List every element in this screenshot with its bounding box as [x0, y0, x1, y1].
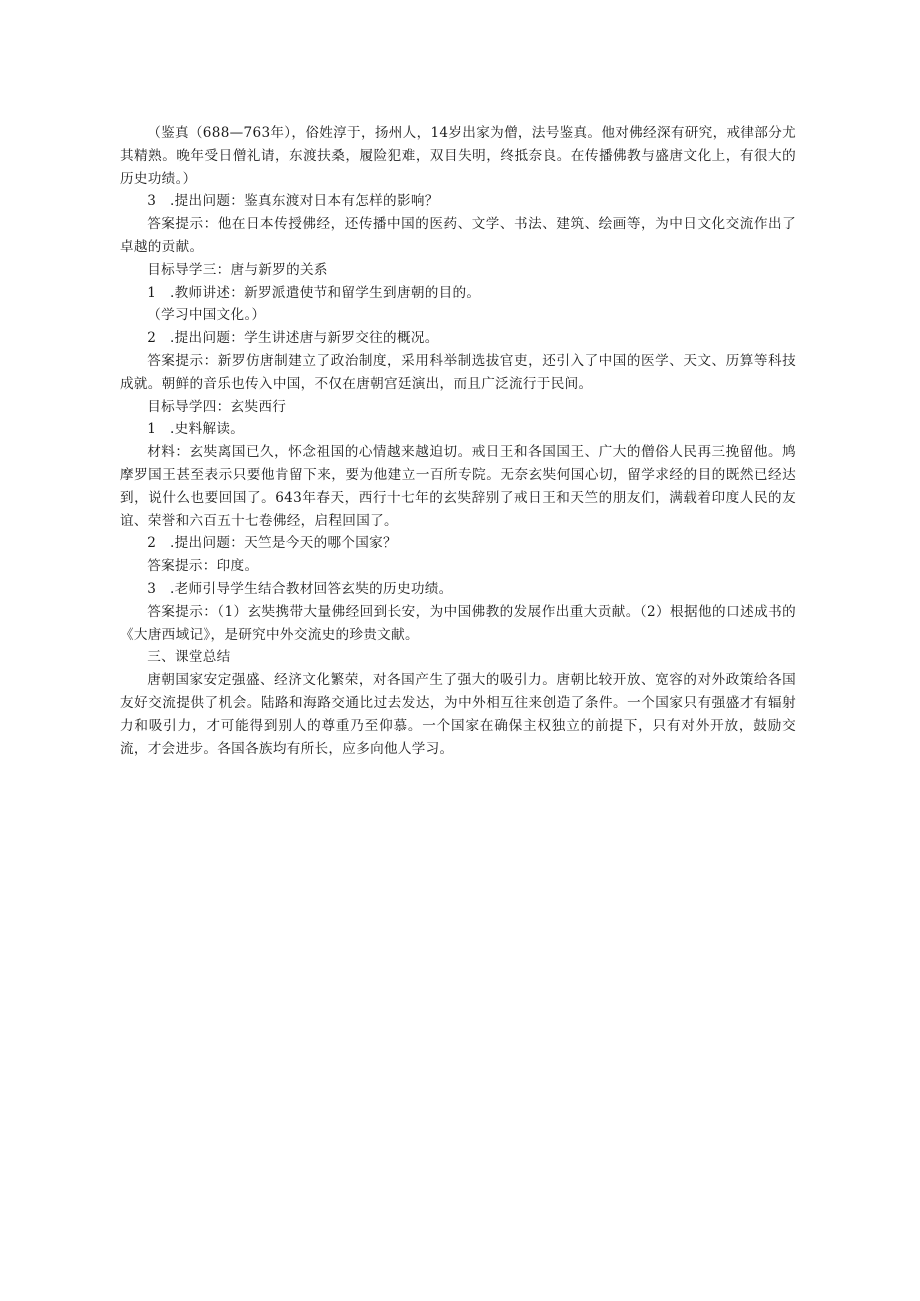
question-jianzhen-influence: 3 .提出问题：鉴真东渡对日本有怎样的影响？	[147, 193, 439, 210]
answer-silla-relations: 答案提示：新罗仿唐制建立了政治制度，采用科举制选拔官吏，还引入了中国的医学、天文、历算等科技成就。朝鲜的音乐也传入中国，不仅在唐朝宫廷演出，而且广泛流行于民间。	[120, 352, 796, 392]
material-xuanzang: 材料：玄奘离国已久，怀念祖国的心情越来越迫切。戒日王和各国国王、广大的僧俗人民再三挽留他。鸠摩罗国王甚至表示只要他肯留下来，要为他建立一百所专院。无奈玄奘何国心切，留学求经的目的既然已经达到，说什么也要回国了。643年春天，西行十七年的玄奘辞别了戒日王和天竺的朋友们，满载着印度人民的友谊、荣誉和六百五十七卷佛经，启程回国了。	[120, 444, 796, 529]
question-tianzhu: 2 .提出问题：天竺是今天的哪个国家？	[147, 535, 397, 552]
item-source-reading: 1 .史料解读。	[147, 421, 245, 438]
answer-jianzhen-influence: 答案提示：他在日本传授佛经，还传播中国的医药、文学、书法、建筑、绘画等，为中日文化交流作出了卓越的贡献。	[120, 216, 796, 255]
question-silla-relations: 2 .提出问题：学生讲述唐与新罗交往的概况。	[147, 330, 439, 347]
teacher-statement-silla: 1 .教师讲述：新罗派遣使节和留学生到唐朝的目的。	[147, 284, 481, 301]
answer-xuanzang-achievements: 答案提示：（1）玄奘携带大量佛经回到长安，为中国佛教的发展作出重大贡献。（2）根据他的口述成书的《大唐西域记》，是研究中外交流史的珍贵文献。	[120, 603, 796, 643]
item-xuanzang-achievements: 3 .老师引导学生结合教材回答玄奘的历史功绩。	[147, 580, 453, 597]
heading-summary: 三、课堂总结	[147, 649, 231, 666]
summary-text: 唐朝国家安定强盛、经济文化繁荣，对各国产生了强大的吸引力。唐朝比较开放、宽容的对外政策给各国友好交流提供了机会。陆路和海路交通比过去发达，为中外相互往来创造了条件。一个国家只有强盛才有辐射力和吸引力，才可能得到别人的尊重乃至仰慕。一个国家在确保主权独立的前提下，只有对外开放，鼓励交流，才会进步。各国各族均有所长，应多向他人学习。	[120, 672, 796, 757]
heading-goal-four: 目标导学四：玄奘西行	[147, 398, 287, 415]
answer-silla-purpose: （学习中国文化。）	[147, 307, 266, 324]
heading-goal-three: 目标导学三：唐与新罗的关系	[147, 261, 328, 278]
paragraph-jianzhen-bio: （鉴真（688—763年），俗姓淳于，扬州人，14岁出家为僧，法号鉴真。他对佛经深有研究，戒律部分尤其精熟。晚年受日僧礼请，东渡扶桑，履险犯难，双目失明，终抵奈良。在传播佛教与盛唐文化上，有很大的历史功绩。）	[120, 125, 796, 187]
answer-tianzhu: 答案提示：印度。	[147, 558, 259, 575]
document-body	[120, 122, 796, 760]
